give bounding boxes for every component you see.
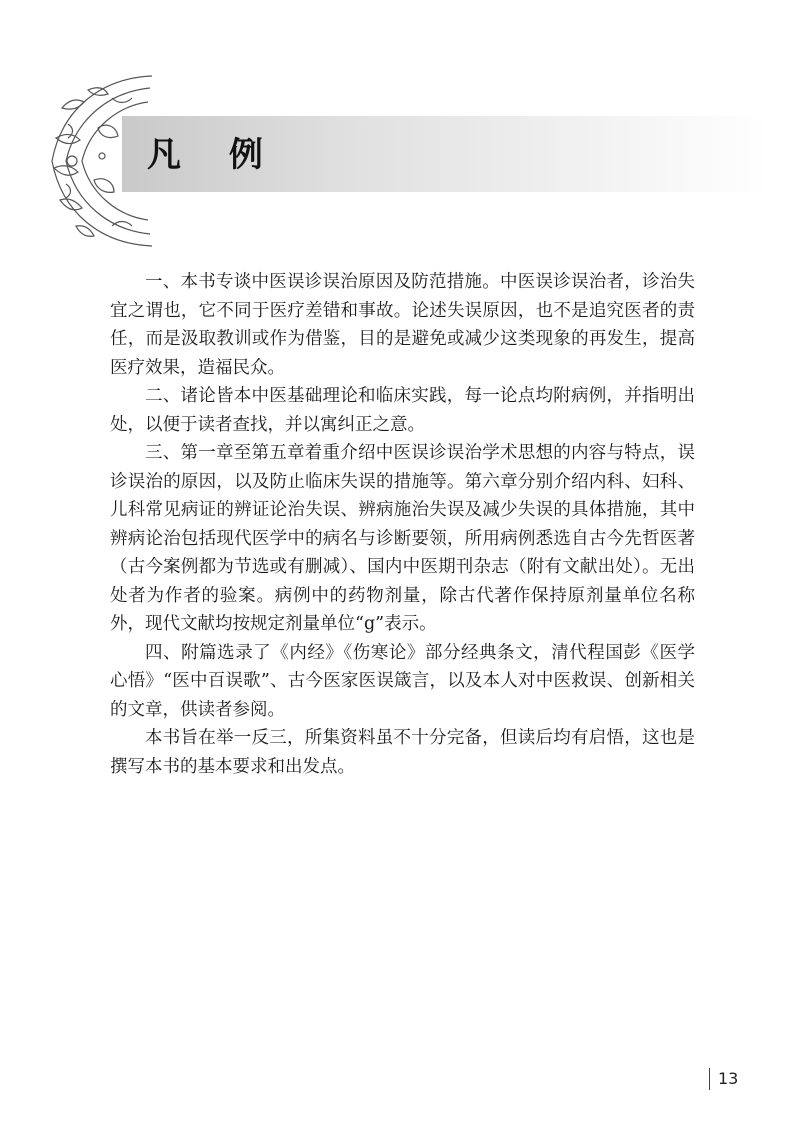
page-number-divider	[709, 1068, 710, 1090]
page-title: 凡 例	[147, 135, 281, 175]
paragraph: 一、本书专谈中医误诊误治原因及防范措施。中医误诊误治者，诊治失宜之谓也，它不同于医疗差错和事故。论述失误原因，也不是追究医者的责任，而是汲取教训或作为借鉴，目的是避免或减少这类现象的再发生，提高医疗效果，造福民众。	[110, 272, 695, 378]
paragraph: 本书旨在举一反三，所集资料虽不十分完备，但读后均有启悟，这也是撰写本书的基本要求和出发点。	[110, 728, 695, 777]
paragraph: 二、诸论皆本中医基础理论和临床实践，每一论点均附病例，并指明出处，以便于读者查找，并以寓纠正之意。	[110, 386, 695, 435]
body-text	[110, 268, 695, 781]
page-number: 13	[718, 1069, 739, 1088]
paragraph: 三、第一章至第五章着重介绍中医误诊误治学术思想的内容与特点，误诊误治的原因，以及防止临床失误的措施等。第六章分别介绍内科、妇科、儿科常见病证的辨证论治失误、辨病施治失误及减少失误的具体措施，其中辨病论治包括现代医学中的病名与诊断要领，所用病例悉选自古今先哲医著（古今案例都为节选或有删减）、国内中医期刊杂志（附有文献出处）。无出处者为作者的验案。病例中的药物剂量，除古代著作保持原剂量单位名称外，现代文献均按规定剂量单位“g”表示。	[110, 443, 695, 634]
paragraph: 四、附篇选录了《内经》《伤寒论》部分经典条文，清代程国彭《医学心悟》“医中百误歌”、古今医家医误箴言，以及本人对中医救误、创新相关的文章，供读者参阅。	[110, 642, 695, 720]
